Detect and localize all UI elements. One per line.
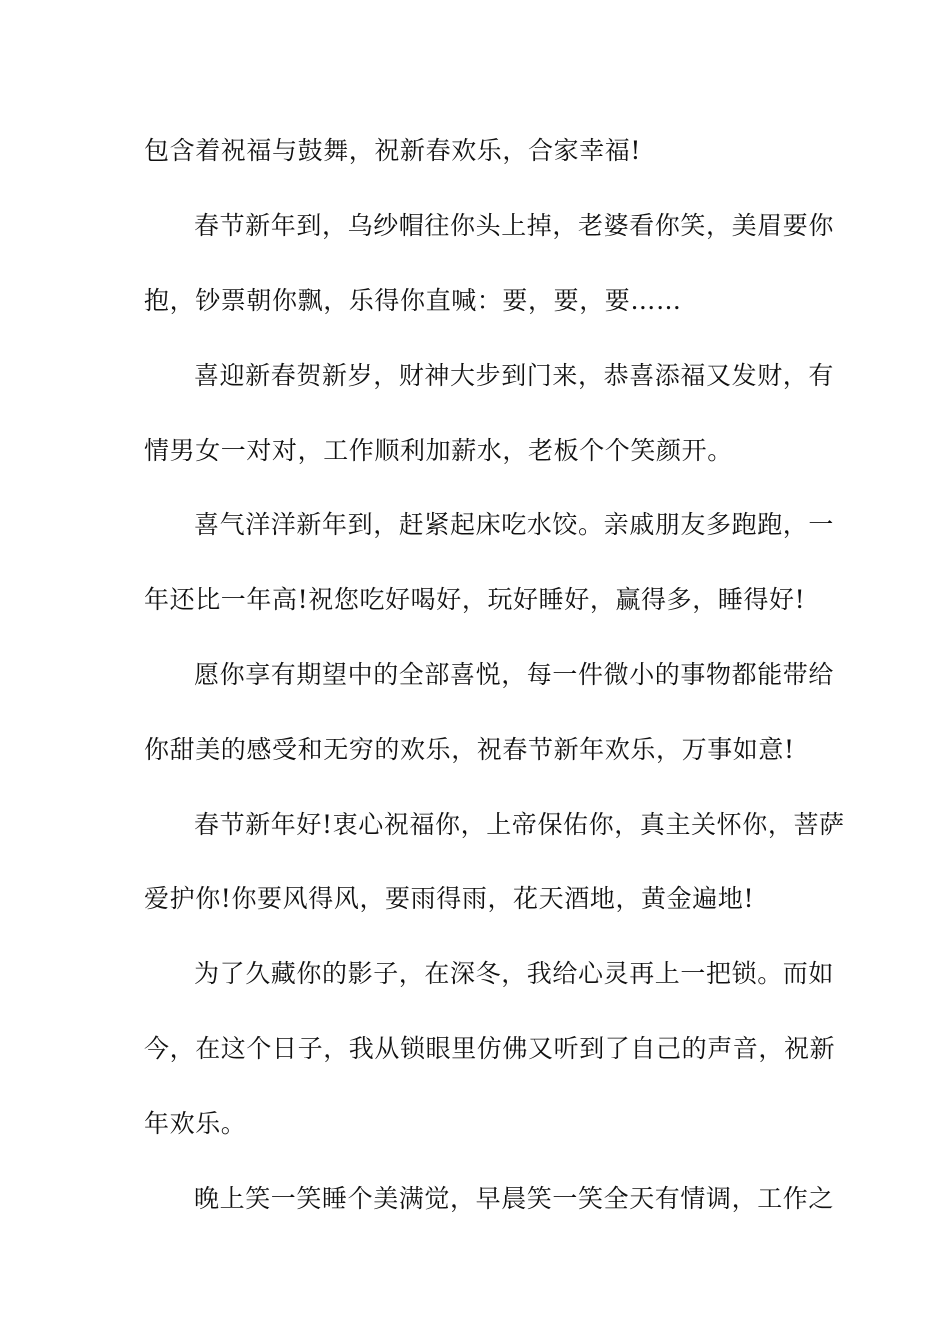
- paragraph-line: 年还比一年高!祝您吃好喝好，玩好睡好，赢得多，睡得好!: [144, 585, 806, 614]
- paragraph-line: 你甜美的感受和无穷的欢乐，祝春节新年欢乐，万事如意!: [144, 735, 795, 764]
- paragraph-line: 爱护你!你要风得风，要雨得雨，花天酒地，黄金遍地!: [144, 884, 755, 913]
- paragraph-line: 晚上笑一笑睡个美满觉，早晨笑一笑全天有情调，工作之: [194, 1184, 835, 1213]
- paragraph-line: 愿你享有期望中的全部喜悦，每一件微小的事物都能带给: [194, 660, 835, 689]
- paragraph-line: 为了久藏你的影子，在深冬，我给心灵再上一把锁。而如: [194, 959, 835, 988]
- paragraph-line: 今，在这个日子，我从锁眼里仿佛又听到了自己的声音，祝新: [144, 1034, 836, 1063]
- paragraph-line: 喜迎新春贺新岁，财神大步到门来，恭喜添福又发财，有: [194, 361, 835, 390]
- paragraph-line: 喜气洋洋新年到，赶紧起床吃水饺。亲戚朋友多跑跑，一: [194, 510, 835, 539]
- paragraph-line: 春节新年好!衷心祝福你，上帝保佑你，真主关怀你，菩萨: [194, 810, 845, 839]
- paragraph-line: 年欢乐。: [144, 1109, 247, 1138]
- paragraph-line: 抱，钞票朝你飘，乐得你直喊：要，要，要……: [144, 286, 682, 315]
- paragraph-line: 春节新年到，乌纱帽往你头上掉，老婆看你笑，美眉要你: [194, 211, 835, 240]
- paragraph-line: 包含着祝福与鼓舞，祝新春欢乐，合家幸福!: [144, 136, 642, 165]
- paragraph-line: 情男女一对对，工作顺利加薪水，老板个个笑颜开。: [144, 436, 733, 465]
